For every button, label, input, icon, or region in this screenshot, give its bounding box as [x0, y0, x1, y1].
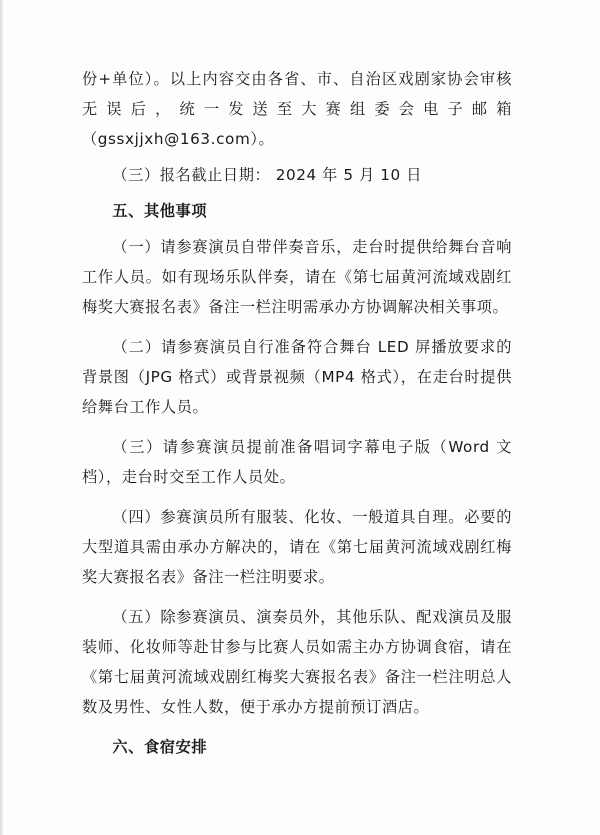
document-body: [82, 64, 512, 762]
paragraph-5-5: （五）除参赛演员、演奏员外，其他乐队、配戏演员及服装师、化妆师等赴甘参与比赛人员如需主办方协调食宿，请在《第七届黄河流域戏剧红梅奖大赛报名表》备注一栏注明总人数及男性、女性人数，便于承办方提前预订酒店。: [82, 608, 512, 716]
paragraph-5-1: （一）请参赛演员自带伴奏音乐，走台时提供给舞台音响工作人员。如有现场乐队伴奏，请在《第七届黄河流域戏剧红梅奖大赛报名表》备注一栏注明需承办方协调解决相关事项。: [82, 238, 512, 316]
section-heading-5: 五、其他事项: [112, 202, 208, 220]
paragraph-5-3: （三）请参赛演员提前准备唱词字幕电子版（Word 文档），走台时交至工作人员处。: [82, 438, 512, 486]
section-heading-6: 六、食宿安排: [112, 738, 208, 756]
paragraph-5-2: （二）请参赛演员自行准备符合舞台 LED 屏播放要求的背景图（JPG 格式）或背景视频（MP4 格式），在走台时提供给舞台工作人员。: [82, 338, 512, 416]
paragraph-5-4: （四）参赛演员所有服装、化妆、一般道具自理。必要的大型道具需由承办方解决的，请在《第七届黄河流域戏剧红梅奖大赛报名表》备注一栏注明要求。: [82, 508, 512, 586]
paragraph-deadline: （三）报名截止日期： 2024 年 5 月 10 日: [112, 166, 423, 184]
page-edge-shadow: [0, 0, 4, 835]
paragraph-continued: 份+单位）。以上内容交由各省、市、自治区戏剧家协会审核无误后，统一发送至大赛组委会电子邮箱（gssxjjxh@163.com）。: [82, 70, 512, 148]
